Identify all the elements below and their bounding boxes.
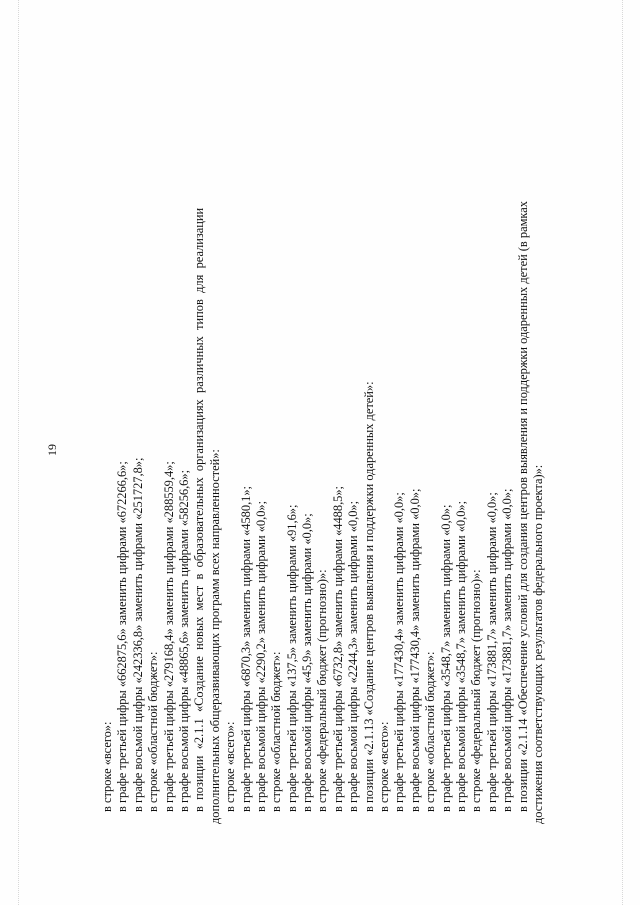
text-line: в строке «всего»: xyxy=(377,721,392,812)
text-line: в позиции «2.1.14 «Обеспечение условий для создания центров выявления и поддержки одаренных детей (в рамках xyxy=(515,201,530,812)
text-line: в позиции «2.1.13 «Создание центров выявления и поддержки одаренных детей»: xyxy=(361,381,376,812)
text-line: в графе восьмой цифры «2244,3» заменить цифрами «0,0»; xyxy=(346,500,361,812)
text-line: в графе третьей цифры «6870,3» заменить цифрами «4580,1»; xyxy=(238,486,253,812)
text-line: в строке «федеральный бюджет (прогнозно)»: xyxy=(469,569,484,812)
text-line: в позиции «2.1.1 «Создание новых мест в образовательных организациях различных типов для реализации xyxy=(192,207,207,812)
text-line: в графе третьей цифры «6732,8» заменить цифрами «4488,5»; xyxy=(330,486,345,812)
text-line: в графе восьмой цифры «242336,8» заменить цифрами «251727,8»; xyxy=(130,457,145,812)
scan-edge-left xyxy=(18,0,20,905)
text-line: в графе третьей цифры «173881,7» заменить цифрами «0,0»; xyxy=(484,492,499,812)
text-line: в строке «областной бюджет»: xyxy=(423,651,438,812)
text-line: в графе восьмой цифры «3548,7» заменить цифрами «0,0»; xyxy=(453,500,468,812)
text-line: в графе восьмой цифры «177430,4» заменить цифрами «0,0»; xyxy=(407,488,422,812)
scan-edge-right xyxy=(622,0,624,905)
text-line: в графе восьмой цифры «48865,6» заменить цифрами «58256,6»; xyxy=(176,469,191,812)
text-line: в графе третьей цифры «137,5» заменить цифрами «91,6»; xyxy=(284,504,299,812)
text-line: в строке «всего»: xyxy=(223,721,238,812)
text-line: достижения соответствующих результатов федерального проекта)»: xyxy=(530,464,545,824)
page-number: 19 xyxy=(45,444,59,456)
text-line: в графе третьей цифры «3548,7» заменить цифрами «0,0»; xyxy=(438,504,453,812)
text-line: в графе третьей цифры «662875,6» заменить цифрами «672266,6»; xyxy=(115,461,130,812)
text-line: в графе третьей цифры «177430,4» заменить цифрами «0,0»; xyxy=(392,492,407,812)
text-line: в графе третьей цифры «279168,4» заменить цифрами «288559,4»; xyxy=(161,461,176,812)
text-line: в графе восьмой цифры «45,9» заменить цифрами «0,0»; xyxy=(300,513,315,812)
text-line: в строке «областной бюджет»: xyxy=(146,651,161,812)
text-line: в графе восьмой цифры «173881,7» заменить цифрами «0,0»; xyxy=(500,488,515,812)
document-body xyxy=(100,87,546,824)
text-line: в строке «всего»: xyxy=(100,721,114,812)
text-line: дополнительных общеразвивающих программ всех направленностей»: xyxy=(207,449,222,824)
text-line: в строке «областной бюджет»: xyxy=(269,651,284,812)
text-line: в строке «федеральный бюджет (прогнозно)»: xyxy=(315,569,330,812)
text-line: в графе восьмой цифры «2290,2» заменить цифрами «0,0»; xyxy=(253,500,268,812)
